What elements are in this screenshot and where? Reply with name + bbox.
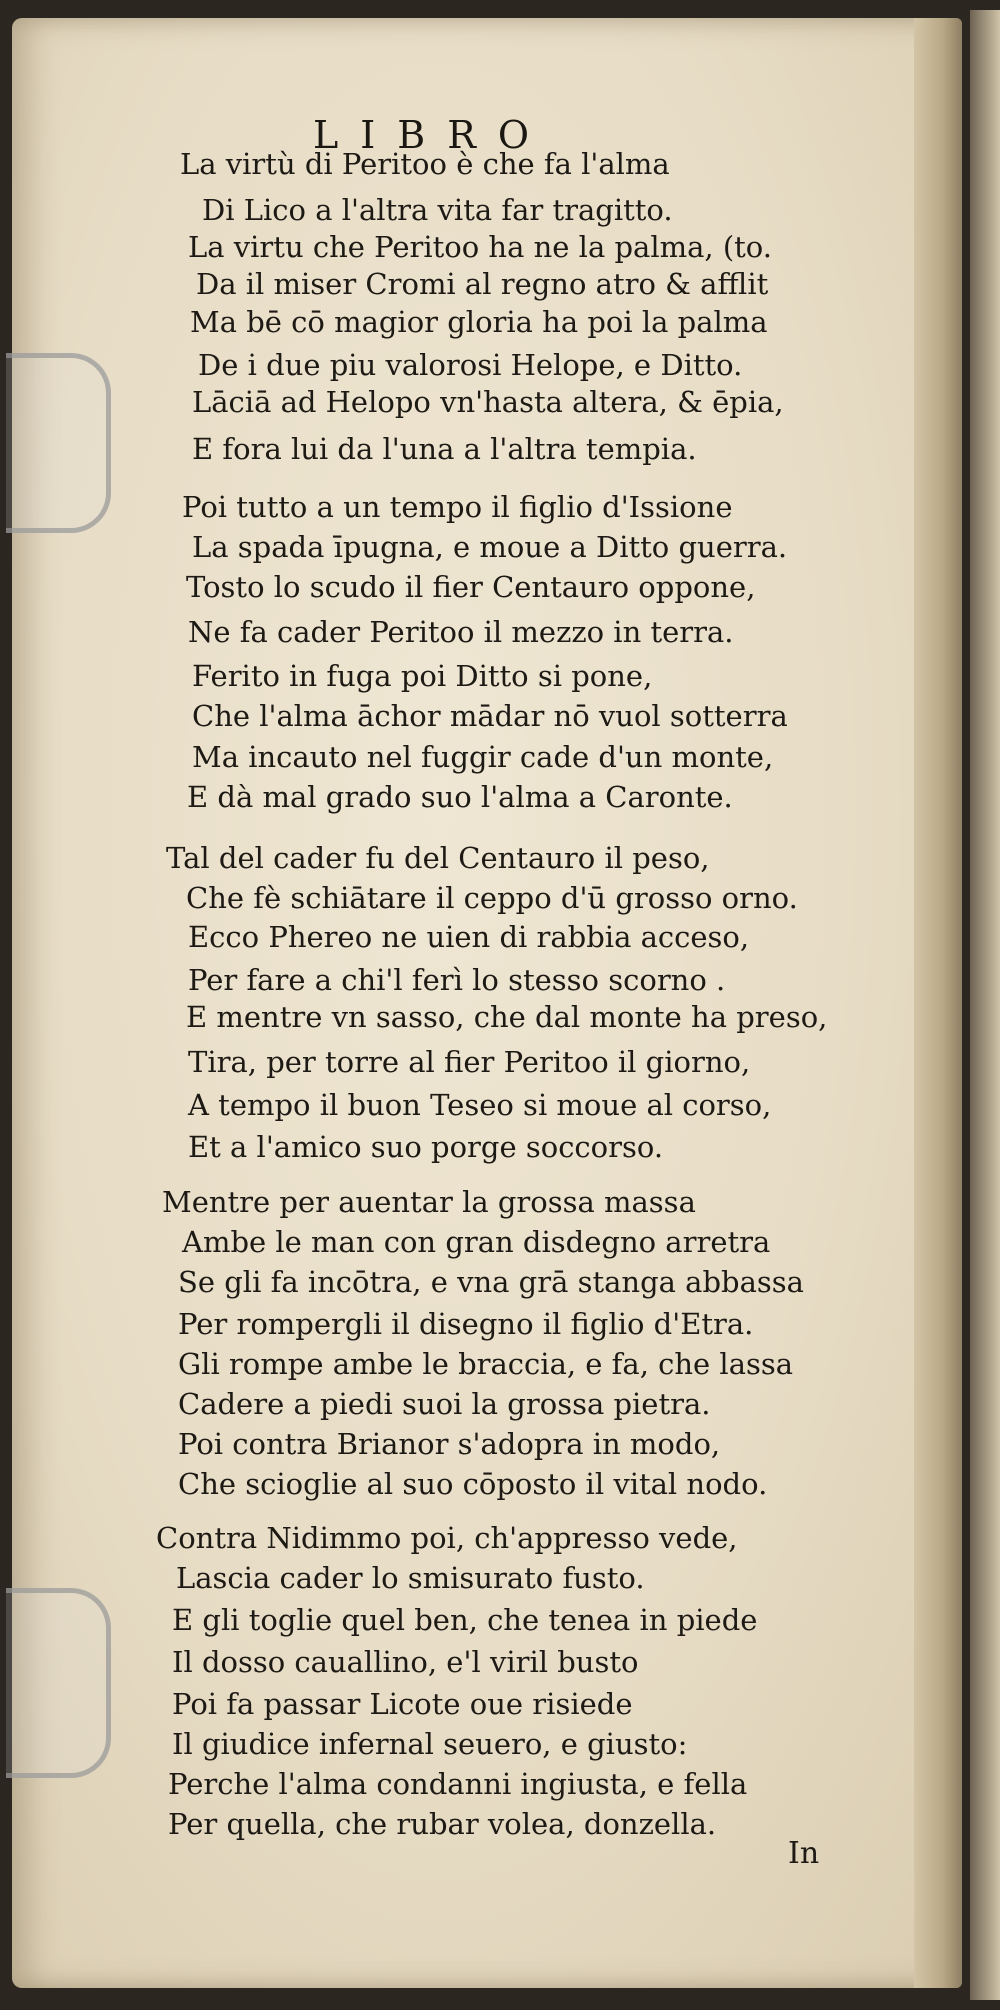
verse-line: Lascia cader lo smisurato fusto. bbox=[176, 1561, 645, 1595]
verse-line: Perche l'alma condanni ingiusta, e fella bbox=[168, 1767, 748, 1801]
verse-line: Che scioglie al suo cōposto il vital nodo. bbox=[178, 1467, 768, 1501]
running-title: LIBRO bbox=[313, 113, 551, 157]
verse-line: Che l'alma āchor mādar nō vuol sotterra bbox=[192, 699, 788, 733]
verse-line: Di Lico a l'altra vita far tragitto. bbox=[202, 193, 673, 227]
verse-line: Ambe le man con gran disdegno arretra bbox=[182, 1225, 771, 1259]
verse-line: Ecco Phereo ne uien di rabbia acceso, bbox=[188, 920, 750, 954]
verse-line: Da il miser Cromi al regno atro & afflit bbox=[196, 267, 769, 301]
facing-page-edge bbox=[970, 10, 1000, 2000]
verse-line: E dà mal grado suo l'alma a Caronte. bbox=[187, 780, 733, 814]
verse-line: Et a l'amico suo porge soccorso. bbox=[188, 1130, 664, 1164]
verse-line: A tempo il buon Teseo si moue al corso, bbox=[188, 1088, 772, 1122]
verse-line: Se gli fa incōtra, e vna grā stanga abbassa bbox=[178, 1265, 804, 1299]
verse-line: Per rompergli il disegno il figlio d'Etra. bbox=[178, 1307, 754, 1341]
verse-line: Che fè schiātare il ceppo d'ū grosso orno. bbox=[186, 881, 798, 915]
verse-line: Poi contra Brianor s'adopra in modo, bbox=[178, 1427, 721, 1461]
verse-line: Ne fa cader Peritoo il mezzo in terra. bbox=[188, 615, 734, 649]
verse-line: Ma bē cō magior gloria ha poi la palma bbox=[190, 305, 768, 339]
verse-line: Poi fa passar Licote oue risiede bbox=[172, 1687, 633, 1721]
verse-line: Tira, per torre al fier Peritoo il giorno, bbox=[188, 1045, 751, 1079]
verse-line: Tosto lo scudo il fier Centauro oppone, bbox=[186, 570, 756, 604]
verse-line: Per quella, che rubar volea, donzella. bbox=[168, 1807, 717, 1841]
catchword: In bbox=[788, 1836, 820, 1871]
verse-line: E gli toglie quel ben, che tenea in piede bbox=[172, 1603, 758, 1637]
verse-line: Il giudice infernal seuero, e giusto: bbox=[172, 1727, 688, 1761]
verse-line: Gli rompe ambe le braccia, e fa, che lassa bbox=[178, 1347, 794, 1381]
verse-line: Il dosso cauallino, e'l viril busto bbox=[172, 1645, 639, 1679]
verse-line: La virtu che Peritoo ha ne la palma, (to. bbox=[188, 230, 772, 264]
verse-line: Contra Nidimmo poi, ch'appresso vede, bbox=[156, 1521, 738, 1555]
poem-text bbox=[12, 18, 962, 1988]
verse-line: Mentre per auentar la grossa massa bbox=[162, 1185, 696, 1219]
book-page bbox=[12, 18, 962, 1988]
verse-line: E fora lui da l'una a l'altra tempia. bbox=[192, 432, 697, 466]
verse-line: La virtù di Peritoo è che fa l'alma bbox=[180, 147, 670, 181]
verse-line: Ferito in fuga poi Ditto si pone, bbox=[192, 659, 653, 693]
verse-line: Per fare a chi'l ferì lo stesso scorno . bbox=[188, 963, 726, 997]
verse-line: Lāciā ad Helopo vn'hasta altera, & ēpia, bbox=[192, 385, 784, 419]
verse-line: Tal del cader fu del Centauro il peso, bbox=[166, 841, 710, 875]
verse-line: Ma incauto nel fuggir cade d'un monte, bbox=[192, 740, 774, 774]
verse-line: La spada īpugna, e moue a Ditto guerra. bbox=[192, 530, 788, 564]
verse-line: E mentre vn sasso, che dal monte ha preso, bbox=[186, 1000, 828, 1034]
verse-line: Cadere a piedi suoi la grossa pietra. bbox=[178, 1387, 711, 1421]
verse-line: De i due piu valorosi Helope, e Ditto. bbox=[198, 348, 743, 382]
verse-line: Poi tutto a un tempo il figlio d'Issione bbox=[182, 490, 733, 524]
